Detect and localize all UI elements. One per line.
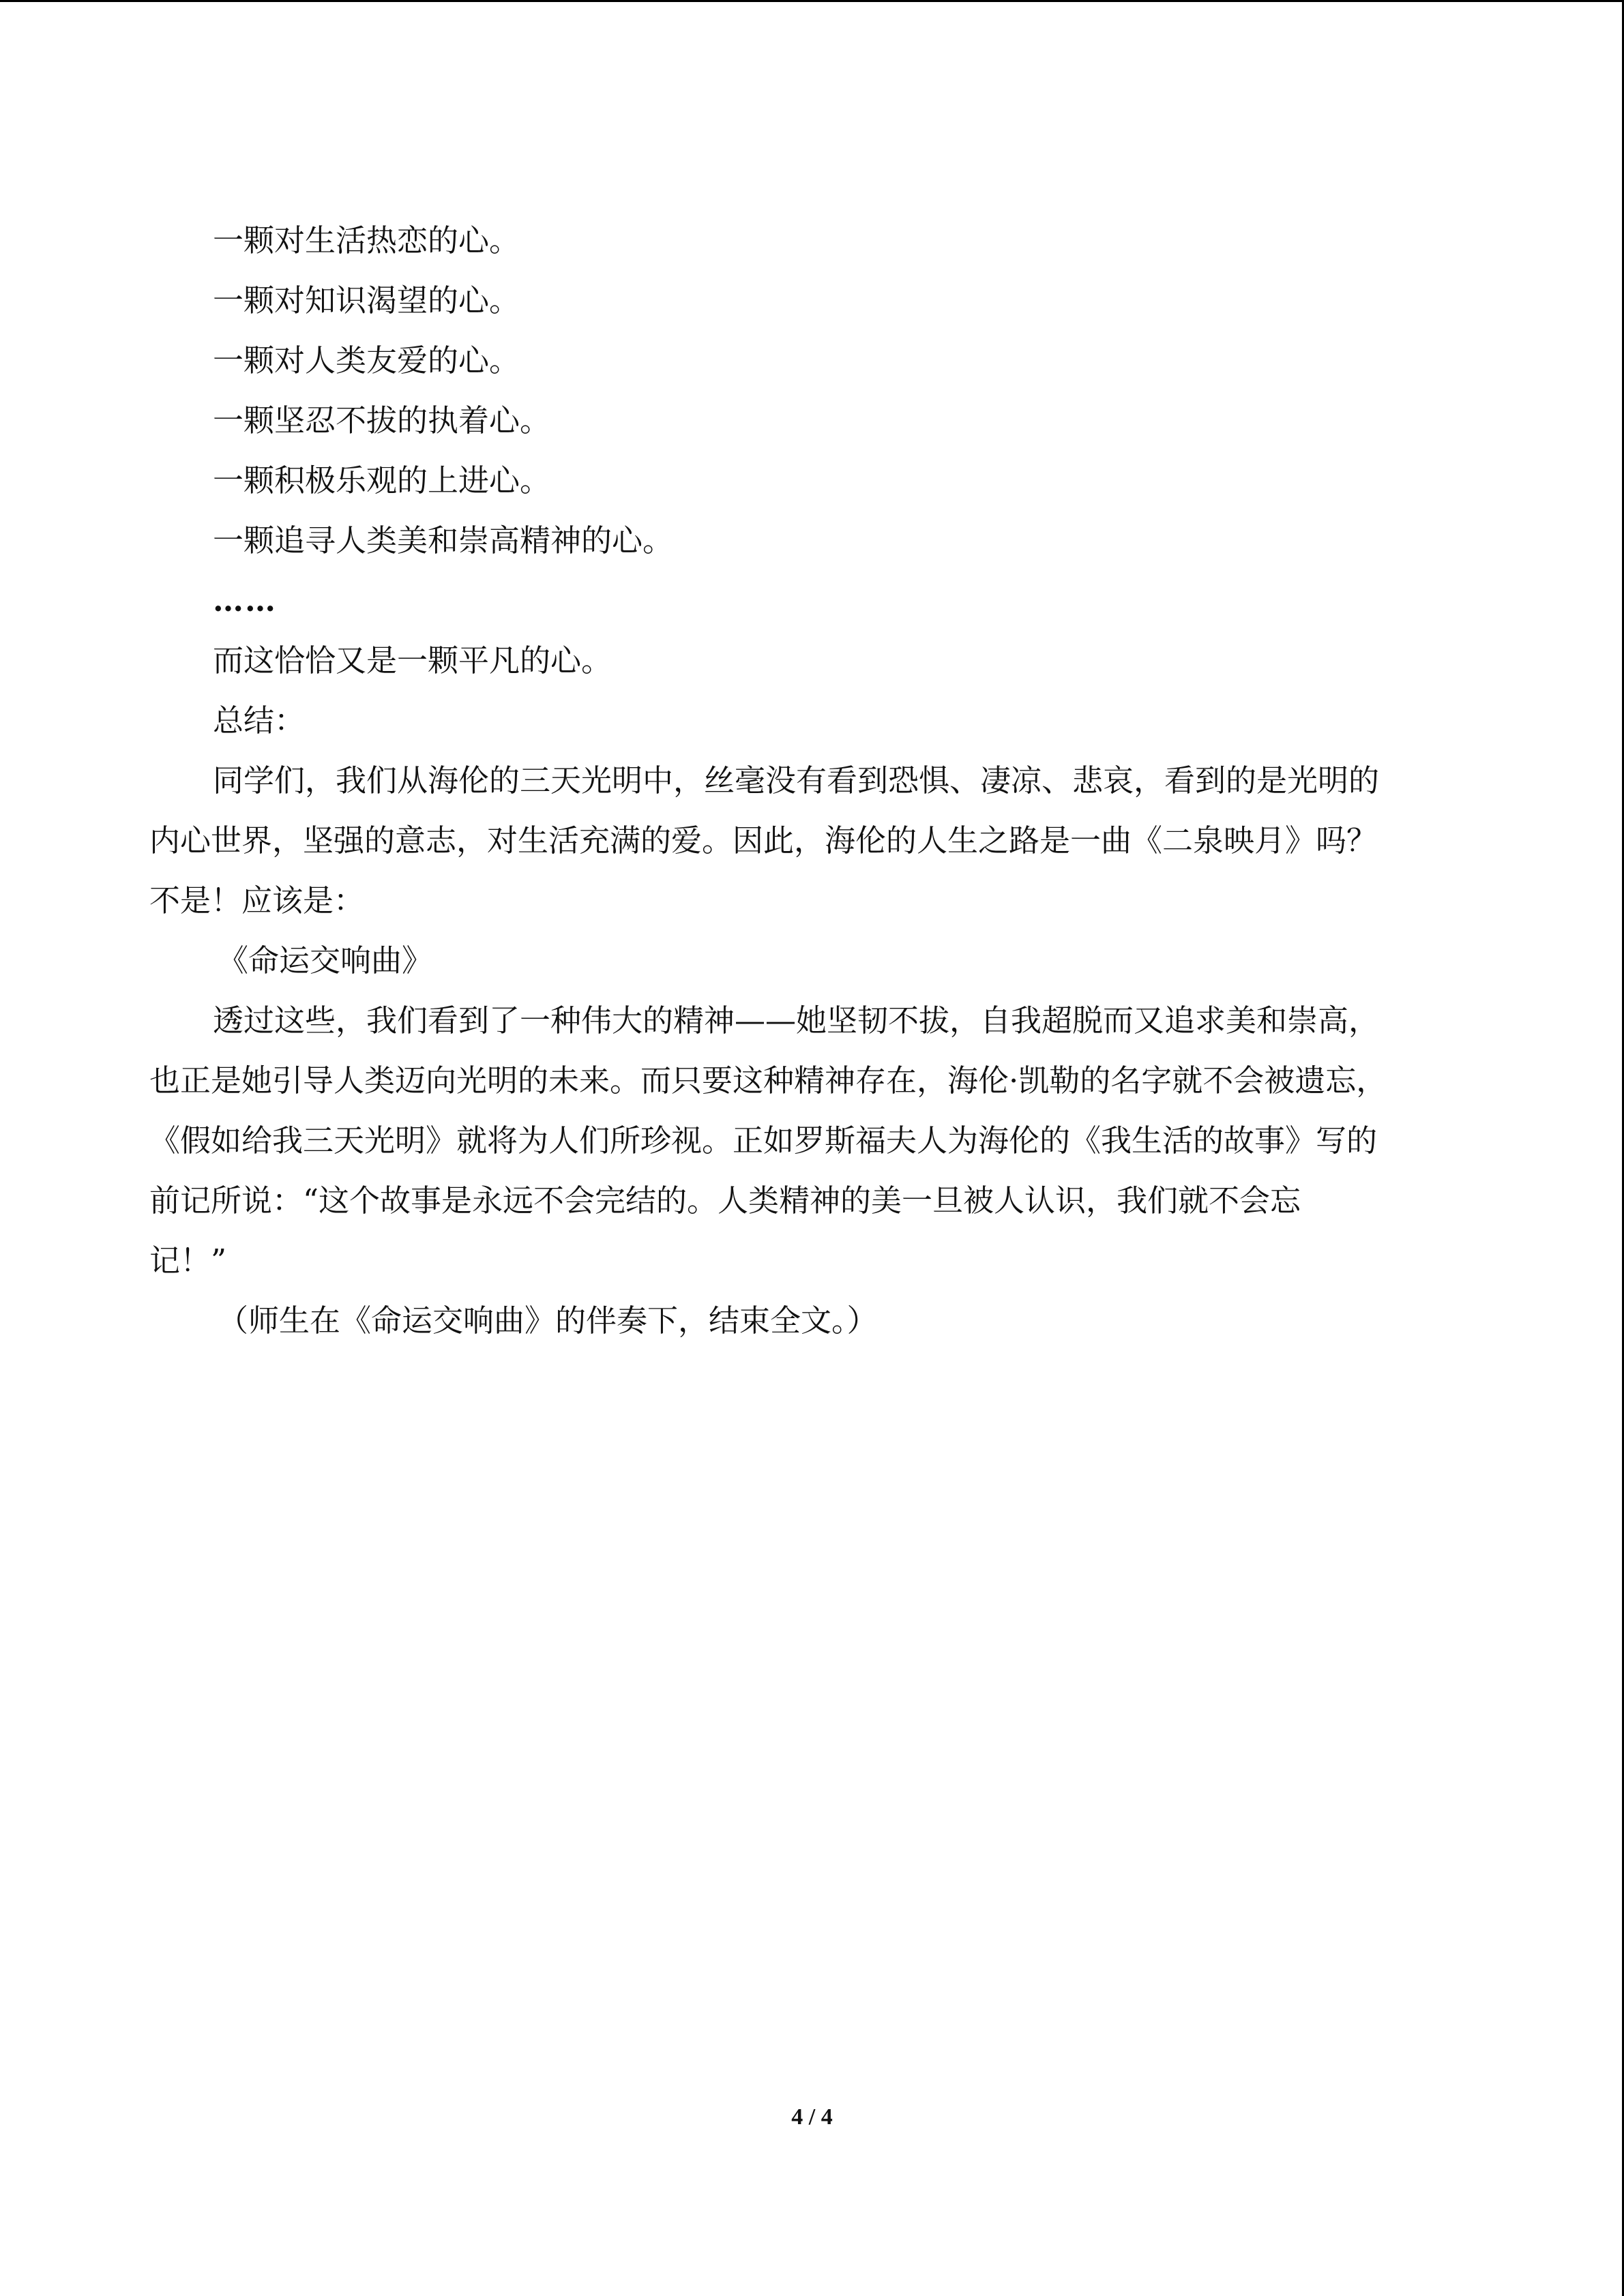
paragraph-line: 同学们，我们从海伦的三天光明中，丝毫没有看到恐惧、凄凉、悲哀，看到的是光明的 [213,762,1380,799]
paragraph-line: 记！” [149,1242,227,1279]
paragraph-line: 一颗对生活热恋的心。 [213,222,520,258]
closing-note-line: （师生在《命运交响曲》的伴奏下，结束全文。） [218,1302,878,1339]
paragraph-line: 一颗追寻人类美和崇高精神的心。 [213,522,674,558]
paragraph-line: 一颗对人类友爱的心。 [213,342,520,378]
paragraph-line: 一颗对知识渴望的心。 [213,282,520,318]
paragraph-line: 也正是她引导人类迈向光明的未来。而只要这种精神存在，海伦·凯勒的名字就不会被遗忘， [149,1062,1387,1099]
section-heading-summary: 总结： [213,702,306,739]
ellipsis-line: …… [213,582,277,618]
paragraph-line: 内心世界，坚强的意志，对生活充满的爱。因此，海伦的人生之路是一曲《二泉映月》吗？ [149,822,1378,859]
paragraph-line: 前记所说：“这个故事是永远不会完结的。人类精神的美一旦被人认识，我们就不会忘 [149,1182,1301,1219]
paragraph-line: 透过这些，我们看到了一种伟大的精神——她坚韧不拔，自我超脱而又追求美和崇高， [213,1002,1380,1039]
paragraph-line: 一颗积极乐观的上进心。 [213,462,551,498]
paragraph-line: 一颗坚忍不拔的执着心。 [213,402,551,438]
document-body [149,211,1473,1351]
paragraph-line: 不是！应该是： [149,882,365,919]
work-title-line: 《命运交响曲》 [218,942,433,979]
paragraph-line: 《假如给我三天光明》就将为人们所珍视。正如罗斯福夫人为海伦的《我生活的故事》写的 [149,1122,1378,1159]
paragraph-line: 而这恰恰又是一颗平凡的心。 [213,642,612,679]
page-number: 4 / 4 [791,2104,833,2130]
